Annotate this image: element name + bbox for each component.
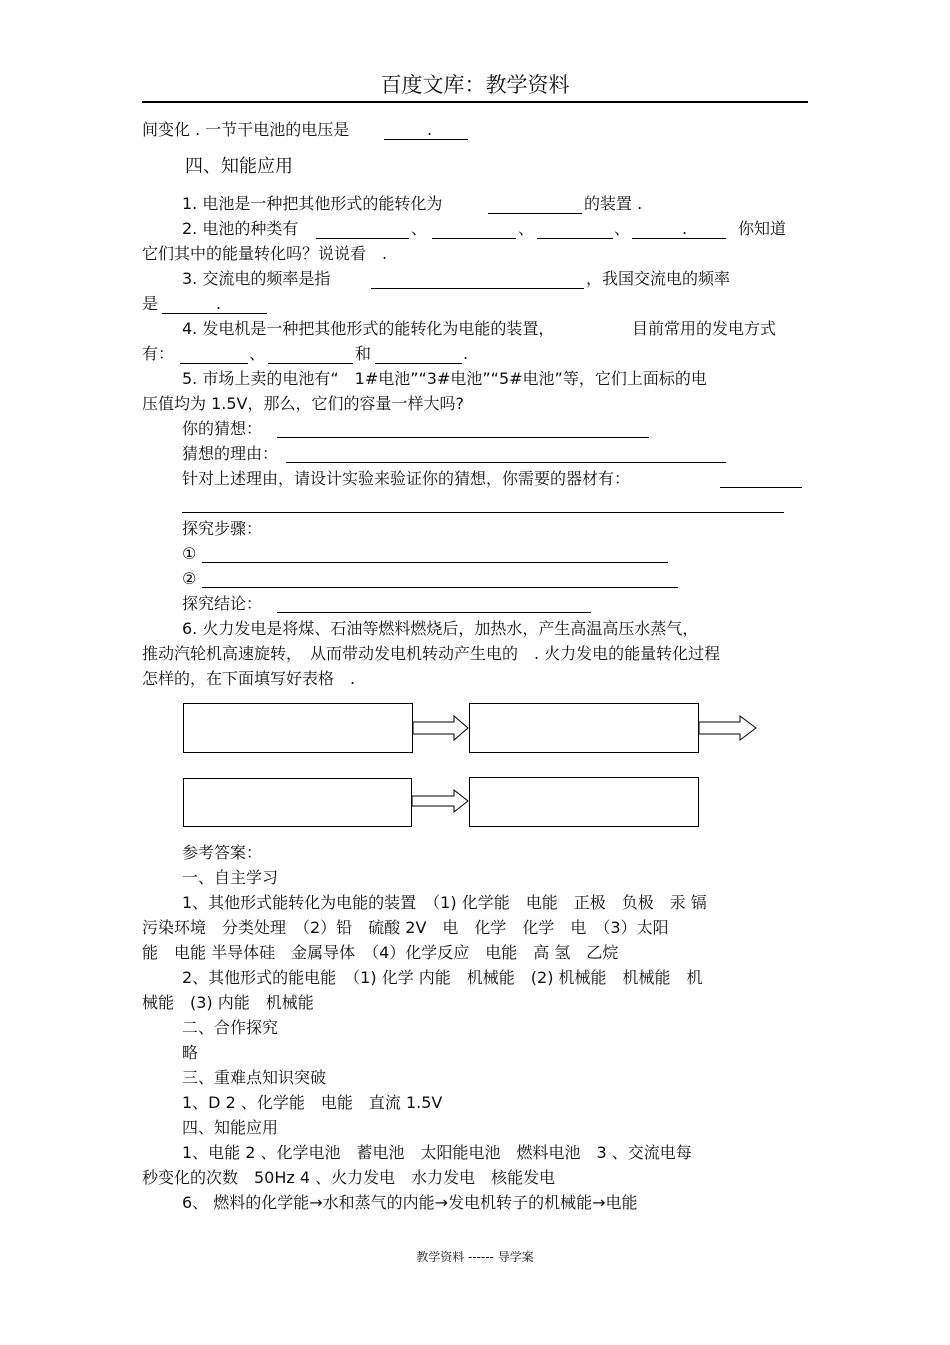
q5-step2-marker: ②	[182, 569, 197, 588]
flow-arrow-2	[699, 716, 756, 740]
q2-sep-3: 、	[614, 219, 631, 238]
q4-sep: 、	[249, 344, 266, 363]
answers-1-line2: 污染环境 分类处理 （2）铅 硫酸 2V 电 化学 化学 电 （3）太阳	[142, 918, 669, 937]
q2-text: 2. 电池的种类有	[182, 219, 299, 238]
q5-text-line2: 压值均为 1.5V，那么，它们的容量一样大吗?	[142, 394, 464, 413]
q2-sep-1: 、	[411, 219, 428, 238]
answers-1-line1: 1、其他形式能转化为电能的装置 （1) 化学能 电能 正极 负极 汞 镉	[182, 893, 707, 912]
flow-arrow-3	[412, 790, 468, 812]
q5-guess-label: 你的猜想：	[182, 419, 263, 438]
q4-text-mid: 目前常用的发电方式	[632, 319, 777, 338]
q4-text: 4. 发电机是一种把其他形式的能转化为电能的装置，	[182, 319, 555, 338]
q6-text: 6. 火力发电是将煤、石油等燃料燃烧后，加热水，产生高温高压水蒸气，	[182, 619, 699, 638]
answers-section-2: 二、合作探究	[182, 1018, 279, 1037]
q3-text-line2: 是	[142, 294, 159, 313]
answers-3: 1、D 2 、化学能 电能 直流 1.5V	[182, 1093, 443, 1112]
answers-1-line4: 2、其他形式的能电能 （1) 化学 内能 机械能 (2) 机械能 机械能 机	[182, 968, 703, 987]
q5-step1-marker: ①	[182, 544, 197, 563]
q5-conclusion-label: 探究结论：	[182, 594, 263, 613]
answers-4-line2: 秒变化的次数 50Hz 4 、火力发电 水力发电 核能发电	[142, 1168, 556, 1187]
q3-blank-2-dot: .	[216, 294, 222, 313]
answers-title: 参考答案：	[182, 843, 263, 862]
answers-section-1: 一、自主学习	[182, 868, 279, 887]
q4-text-line2: 有：	[142, 344, 175, 363]
answers-section-3: 三、重难点知识突破	[182, 1068, 327, 1087]
q5-material-label: 针对上述理由，请设计实验来验证你的猜想，你需要的器材有：	[182, 469, 631, 488]
q4-and: 和	[355, 344, 372, 363]
q1-text-end: 的装置 .	[584, 194, 643, 213]
q6-text-line2: 推动汽轮机高速旋转， 从而带动发电机转动产生电的 . 火力发电的能量转化过程	[142, 644, 721, 663]
page-header-title: 百度文库：教学资料	[380, 73, 570, 97]
q5-reason-label: 猜想的理由：	[182, 444, 279, 463]
q1-text: 1. 电池是一种把其他形式的能转化为	[182, 194, 443, 213]
answers-4-line1: 1、电能 2 、化学电池 蓄电池 太阳能电池 燃料电池 3 、交流电每	[182, 1143, 692, 1162]
intro-line: 间变化 . 一节干电池的电压是	[142, 120, 350, 139]
q3-text: 3. 交流电的频率是指	[182, 269, 331, 288]
q5-steps-label: 探究步骤：	[182, 519, 263, 538]
q4-end: .	[463, 344, 469, 363]
section-title: 四、知能应用	[185, 156, 293, 177]
intro-blank-dot: .	[427, 120, 433, 139]
q2-text-line2: 它们其中的能量转化吗？说说看 .	[142, 244, 388, 263]
q5-text: 5. 市场上卖的电池有“ 1#电池”“3#电池”“5#电池”等，它们上面标的电	[182, 369, 707, 388]
flow-arrow-1	[413, 716, 468, 740]
answers-1-line5: 械能 (3) 内能 机械能	[142, 993, 314, 1012]
q2-sep-2: 、	[518, 219, 535, 238]
q2-blank-4-dot: .	[682, 219, 688, 238]
q2-text-end: 你知道	[738, 219, 787, 238]
q6-text-line3: 怎样的，在下面填写好表格 .	[142, 669, 356, 688]
answers-section-4: 四、知能应用	[182, 1118, 279, 1137]
answers-2: 略	[182, 1043, 199, 1062]
answers-4-line3: 6、 燃料的化学能→水和蒸气的内能→发电机转子的机械能→电能	[182, 1193, 638, 1212]
answers-1-line3: 能 电能 半导体硅 金属导体 （4）化学反应 电能 高 氢 乙烷	[142, 943, 619, 962]
page-footer: 教学资料 ------ 导学案	[416, 1250, 534, 1264]
q3-text-mid: ，我国交流电的频率	[586, 269, 731, 288]
